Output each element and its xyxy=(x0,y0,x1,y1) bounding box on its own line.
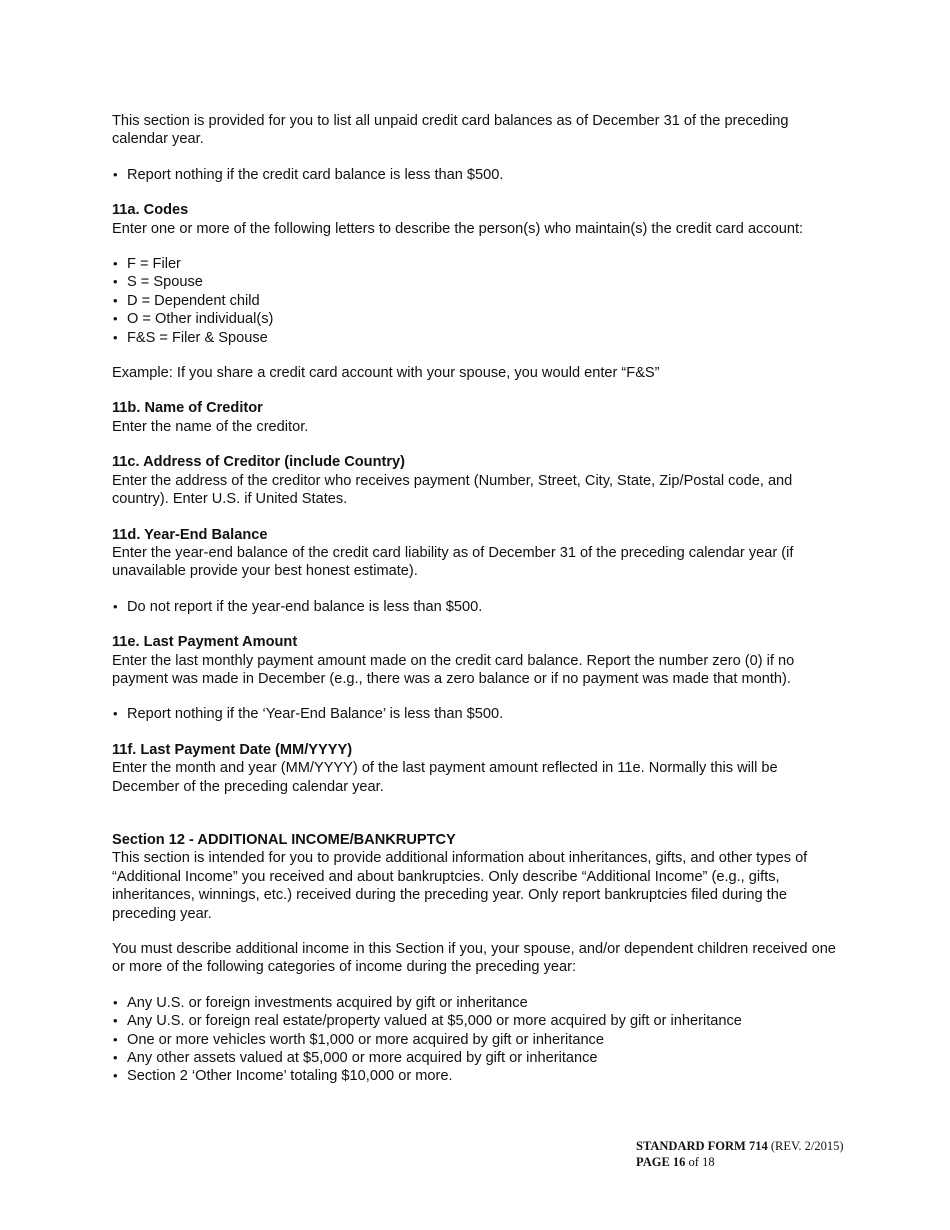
list-item: • Report nothing if the credit card balance is less than $500. xyxy=(112,166,847,184)
section-11b-heading: 11b. Name of Creditor xyxy=(112,400,263,417)
list-item: • One or more vehicles worth $1,000 or more acquired by gift or inheritance xyxy=(112,1031,847,1049)
list-item: • Any other assets valued at $5,000 or more acquired by gift or inheritance xyxy=(112,1049,847,1067)
section-11a-heading: 11a. Codes xyxy=(112,202,189,219)
form-name: STANDARD FORM 714 xyxy=(636,1139,768,1153)
section-11f-text: Enter the month and year (MM/YYYY) of the last payment amount reflected in 11e. Normally this will be December of the preceding calendar year. xyxy=(112,760,778,795)
section-11d-bullet-list xyxy=(112,598,847,616)
additional-income-list xyxy=(112,994,847,1086)
document-body xyxy=(112,112,847,1086)
intro-paragraph: This section is provided for you to list all unpaid credit card balances as of December 31 of the preceding calendar year. xyxy=(112,113,789,148)
list-item: • S = Spouse xyxy=(112,273,847,291)
page-footer xyxy=(636,1138,844,1170)
list-item: • Any U.S. or foreign real estate/property valued at $5,000 or more acquired by gift or inheritance xyxy=(112,1012,847,1030)
section-11b-text: Enter the name of the creditor. xyxy=(112,418,309,435)
section-11a-text: Enter one or more of the following letters to describe the person(s) who maintain(s) the credit card account: xyxy=(112,220,804,237)
codes-example: Example: If you share a credit card account with your spouse, you would enter “F&S” xyxy=(112,365,660,382)
list-item: • D = Dependent child xyxy=(112,292,847,310)
list-item: • O = Other individual(s) xyxy=(112,310,847,328)
intro-bullet-list xyxy=(112,166,847,184)
section-11c-text: Enter the address of the creditor who receives payment (Number, Street, City, State, Zip/Postal code, and country). Enter U.S. if United States. xyxy=(112,472,793,508)
list-item: • Any U.S. or foreign investments acquired by gift or inheritance xyxy=(112,994,847,1012)
section-11c-heading: 11c. Address of Creditor (include Country) xyxy=(112,454,406,471)
list-item: • Report nothing if the ‘Year-End Balance’ is less than $500. xyxy=(112,705,847,723)
section-11d-heading: 11d. Year-End Balance xyxy=(112,526,268,543)
section-11e-bullet-list xyxy=(112,705,847,723)
section-12-instruction-text: You must describe additional income in this Section if you, your spouse, and/or dependent children received one or more of the following categories of income during the preceding year: xyxy=(112,941,836,976)
section-11e-text: Enter the last monthly payment amount made on the credit card balance. Report the number zero (0) if no payment was made in December (e.g., there was a zero balance or if no payment was made that month). xyxy=(112,652,795,687)
page-label: PAGE 16 xyxy=(636,1155,686,1169)
list-item: • F&S = Filer & Spouse xyxy=(112,329,847,347)
page-number xyxy=(636,1154,844,1170)
list-item: • Section 2 ‘Other Income’ totaling $10,000 or more. xyxy=(112,1067,847,1085)
form-identifier xyxy=(636,1138,844,1154)
section-11d-text: Enter the year-end balance of the credit card liability as of December 31 of the preceding calendar year (if unavailable provide your best honest estimate). xyxy=(112,544,794,580)
section-11f-heading: 11f. Last Payment Date (MM/YYYY) xyxy=(112,741,353,758)
codes-list xyxy=(112,255,847,347)
section-12-intro-text: This section is intended for you to provide additional information about inheritances, gifts, and other types of “Additional Income” you received and about bankruptcies. Only describe “Additional Income” (e.g., gifts, inheritances, winnings, etc.) received during the preceding year. Only report bankruptcies filed during the preceding year. xyxy=(112,850,808,922)
list-item: • F = Filer xyxy=(112,255,847,273)
form-revision: (REV. 2/2015) xyxy=(770,1139,844,1153)
section-12-heading: Section 12 - ADDITIONAL INCOME/BANKRUPTCY xyxy=(112,831,456,848)
list-item: • Do not report if the year-end balance is less than $500. xyxy=(112,598,847,616)
section-11e-heading: 11e. Last Payment Amount xyxy=(112,634,298,651)
page-total: of 18 xyxy=(688,1155,715,1169)
